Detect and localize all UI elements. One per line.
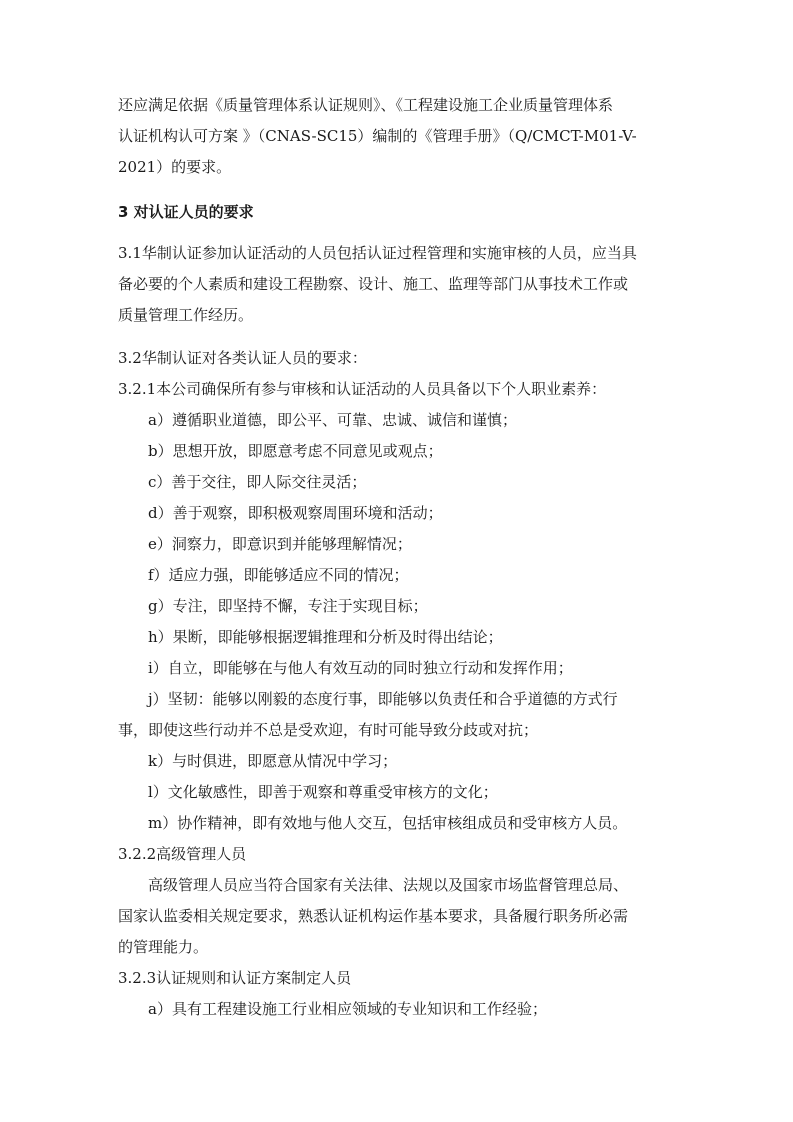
list-item: i）自立，即能够在与他人有效互动的同时独立行动和发挥作用； [148, 659, 573, 677]
text-line: 质量管理工作经历。 [118, 306, 254, 324]
paragraph-3-2-2-body [118, 870, 678, 963]
text-line: 3.1华制认证参加认证活动的人员包括认证过程管理和实施审核的人员，应当具 [118, 244, 637, 262]
paragraph-3-2-2-title: 3.2.2高级管理人员 [118, 845, 247, 863]
list-item: l）文化敏感性，即善于观察和尊重受审核方的文化； [148, 783, 498, 801]
paragraph-3-2-1: 3.2.1本公司确保所有参与审核和认证活动的人员具备以下个人职业素养： [118, 380, 607, 398]
paragraph-3-2: 3.2华制认证对各类认证人员的要求： [118, 349, 367, 367]
list-item: a）具有工程建设施工行业相应领域的专业知识和工作经验； [148, 1000, 547, 1018]
document-page [118, 90, 678, 1025]
list-item: m）协作精神，即有效地与他人交互，包括审核组成员和受审核方人员。 [148, 814, 628, 832]
list-item-continuation: 事，即使这些行动并不总是受欢迎，有时可能导致分歧或对抗； [118, 721, 539, 739]
paragraph-3-2-3-title: 3.2.3认证规则和认证方案制定人员 [118, 969, 352, 987]
text-line: 还应满足依据《质量管理体系认证规则》、《工程建设施工企业质量管理体系 [118, 96, 614, 114]
text-line: 的管理能力。 [118, 938, 209, 956]
paragraph-3-1 [118, 238, 678, 331]
list-item: c）善于交往，即人际交往灵活； [148, 473, 367, 491]
list-item: h）果断，即能够根据逻辑推理和分析及时得出结论； [148, 628, 503, 646]
text-line: 2021）的要求。 [118, 158, 232, 176]
section-heading: 3 对认证人员的要求 [118, 203, 254, 221]
trait-list [118, 405, 678, 839]
text-line: 备必要的个人素质和建设工程勘察、设计、施工、监理等部门从事技术工作或 [118, 275, 629, 293]
list-item: f）适应力强，即能够适应不同的情况； [148, 566, 409, 584]
list-item: e）洞察力，即意识到并能够理解情况； [148, 535, 412, 553]
intro-paragraph [118, 90, 678, 183]
list-item: a）遵循职业道德，即公平、可靠、忠诚、诚信和谨慎； [148, 411, 517, 429]
list-item: d）善于观察，即积极观察周围环境和活动； [148, 504, 443, 522]
list-item: b）思想开放，即愿意考虑不同意见或观点； [148, 442, 443, 460]
text-line: 高级管理人员应当符合国家有关法律、法规以及国家市场监督管理总局、 [148, 876, 629, 894]
text-line: 国家认监委相关规定要求，熟悉认证机构运作基本要求，具备履行职务所必需 [118, 907, 629, 925]
list-item: g）专注，即坚持不懈，专注于实现目标； [148, 597, 428, 615]
list-item: j）坚韧：能够以刚毅的态度行事，即能够以负责任和合乎道德的方式行 [148, 690, 618, 708]
text-line: 认证机构认可方案 》（CNAS-SC15）编制的《管理手册》（Q/CMCT-M01-V- [118, 127, 637, 145]
list-item: k）与时俱进，即愿意从情况中学习； [148, 752, 398, 770]
